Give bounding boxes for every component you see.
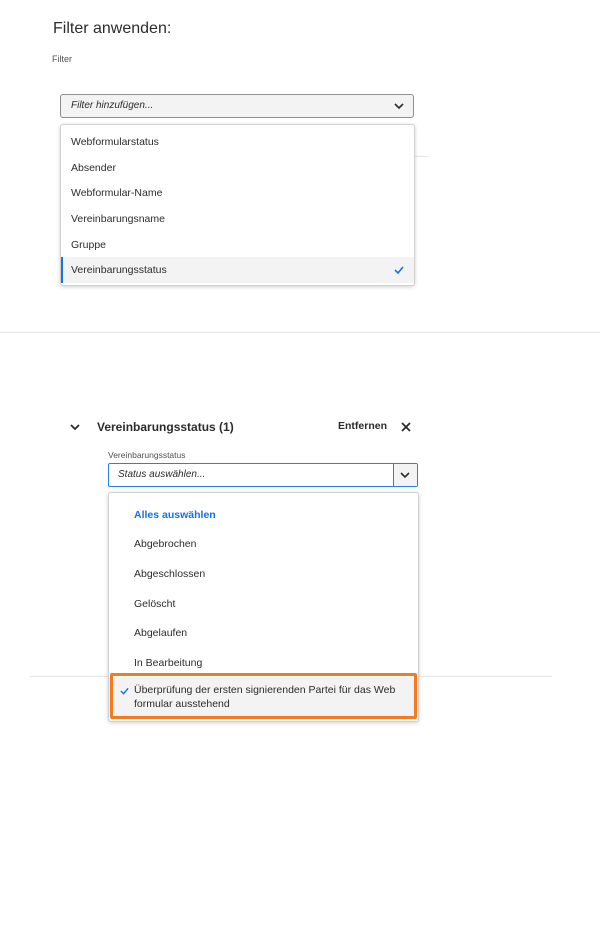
menu-item-absender[interactable] <box>61 155 414 181</box>
menu-item-in-bearbeitung[interactable] <box>109 648 418 678</box>
menu-item-label: Gelöscht <box>134 598 176 610</box>
filter-options-menu <box>60 124 415 286</box>
menu-item-label: Gruppe <box>71 239 107 251</box>
remove-button[interactable]: Entfernen <box>338 420 388 432</box>
menu-item-webformularstatus[interactable] <box>61 129 414 155</box>
menu-item-label: Abgebrochen <box>134 538 197 550</box>
chevron-down-icon[interactable] <box>70 423 80 431</box>
chevron-down-icon <box>400 471 410 479</box>
menu-item-label: Abgeschlossen <box>134 568 206 580</box>
menu-item-label: In Bearbeitung <box>134 657 203 669</box>
menu-item-abgeschlossen[interactable] <box>109 559 418 589</box>
status-placeholder: Status auswählen... <box>118 469 206 480</box>
menu-item-abgebrochen[interactable] <box>109 529 418 559</box>
select-all-item[interactable] <box>109 500 418 530</box>
menu-item-label: Alles auswählen <box>134 509 216 521</box>
menu-item-vereinbarungsname[interactable] <box>61 206 414 232</box>
menu-item-vereinbarungsstatus[interactable] <box>61 257 414 283</box>
status-dropdown-button[interactable] <box>393 464 417 486</box>
menu-item-abgelaufen[interactable] <box>109 618 418 648</box>
menu-item-geloescht[interactable] <box>109 589 418 619</box>
status-dropdown[interactable] <box>108 463 418 487</box>
add-filter-placeholder: Filter hinzufügen... <box>71 100 154 111</box>
menu-item-label: Vereinbarungsname <box>71 213 165 225</box>
menu-item-label: Vereinbarungsstatus <box>71 264 167 276</box>
status-field-label: Vereinbarungsstatus <box>108 450 186 460</box>
menu-item-label: Webformularstatus <box>71 136 159 148</box>
menu-item-label: Webformular-Name <box>71 187 163 199</box>
close-icon[interactable] <box>400 421 412 433</box>
divider <box>415 156 429 157</box>
filter-label: Filter <box>52 54 72 64</box>
section-divider <box>0 332 600 333</box>
checkmark-icon <box>120 687 129 695</box>
menu-item-gruppe[interactable] <box>61 232 414 258</box>
filter-section-title: Vereinbarungsstatus (1) <box>97 420 234 434</box>
chevron-down-icon <box>394 102 404 110</box>
menu-item-pruefung-ausstehend[interactable] <box>109 677 418 717</box>
menu-item-label: Überprüfung der ersten signierenden Partei für das Web formular ausstehend <box>134 684 396 710</box>
menu-item-webformular-name[interactable] <box>61 180 414 206</box>
add-filter-dropdown[interactable] <box>60 94 414 118</box>
menu-item-label: Abgelaufen <box>134 627 188 639</box>
checkmark-icon <box>394 266 404 274</box>
page-title: Filter anwenden: <box>53 20 172 37</box>
menu-item-label: Absender <box>71 162 116 174</box>
status-options-menu <box>108 492 419 722</box>
